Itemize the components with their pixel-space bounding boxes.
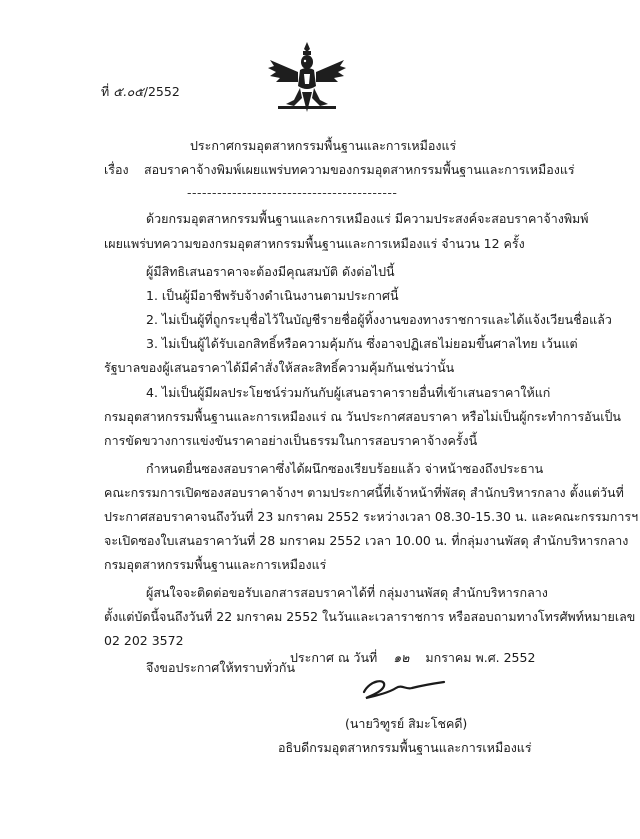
signatory-position: อธิบดีกรมอุตสาหกรรมพื้นฐานและการเหมืองแร่	[278, 740, 532, 755]
qualification-item: 4. ไม่เป็นผู้มีผลประโยชน์ร่วมกันกับผู้เสนอราคารายอื่นที่เข้าเสนอราคาให้แก่	[146, 385, 551, 400]
submission-line: ประกาศสอบราคาจนถึงวันที่ 23 มกราคม 2552 ระหว่างเวลา 08.30-15.30 น. และคณะกรรมการฯ	[104, 509, 639, 524]
subject-label: เรื่อง	[104, 162, 129, 177]
submission-line: กรมอุตสาหกรรมพื้นฐานและการเหมืองแร่	[104, 557, 327, 572]
qualification-item-continued: รัฐบาลของผู้เสนอราคาได้มีคำสั่งให้สละสิทธิ์ความคุ้มกันเช่นว่านั้น	[104, 360, 455, 375]
closing-line: จึงขอประกาศให้ทราบทั่วกัน	[146, 660, 295, 675]
qualification-item: 1. เป็นผู้มีอาชีพรับจ้างดำเนินงานตามประกาศนี้	[146, 288, 399, 303]
date-month-year: มกราคม พ.ศ. 2552	[425, 650, 536, 665]
subject-line	[104, 164, 575, 177]
signatory-name: (นายวิฑูรย์ สิมะโชคดี)	[345, 716, 468, 731]
qualifications-heading: ผู้มีสิทธิเสนอราคาจะต้องมีคุณสมบัติ ดังต่อไปนี้	[146, 264, 395, 279]
contact-line: ตั้งแต่บัดนี้จนถึงวันที่ 22 มกราคม 2552 ในวันและเวลาราชการ หรือสอบถามทางโทรศัพท์หมายเลข	[104, 609, 636, 624]
signature	[356, 668, 452, 704]
submission-line: จะเปิดซองใบเสนอราคาวันที่ 28 มกราคม 2552 เวลา 10.00 น. ที่กลุ่มงานพัสดุ สำนักบริหารกลาง	[104, 533, 629, 548]
announcement-date	[290, 652, 535, 665]
date-day-handwritten: ๑๒	[393, 650, 410, 665]
contact-line: ผู้สนใจจะติดต่อขอรับเอกสารสอบราคาได้ที่ กลุ่มงานพัสดุ สำนักบริหารกลาง	[146, 585, 548, 600]
subject-text: สอบราคาจ้างพิมพ์เผยแพร่บทความของกรมอุตสาหกรรมพื้นฐานและการเหมืองแร่	[143, 162, 575, 177]
garuda-emblem-icon	[264, 40, 350, 114]
intro-line: เผยแพร่บทความของกรมอุตสาหกรรมพื้นฐานและการเหมืองแร่ จำนวน 12 ครั้ง	[104, 236, 525, 251]
contact-line: 02 202 3572	[104, 633, 184, 648]
announcement-title: ประกาศกรมอุตสาหกรรมพื้นฐานและการเหมืองแร่	[190, 138, 457, 153]
doc-number-prefix: ที่	[101, 84, 110, 99]
submission-line: คณะกรรมการเปิดซองสอบราคาจ้างฯ ตามประกาศนี้ที่เจ้าหน้าที่พัสดุ สำนักบริหารกลาง ตั้งแต่วันที่	[104, 485, 624, 500]
doc-number-suffix: /2552	[143, 84, 180, 99]
intro-line: ด้วยกรมอุตสาหกรรมพื้นฐานและการเหมืองแร่ มีความประสงค์จะสอบราคาจ้างพิมพ์	[146, 211, 589, 226]
qualification-item: 3. ไม่เป็นผู้ได้รับเอกสิทธิ์หรือความคุ้มกัน ซึ่งอาจปฏิเสธไม่ยอมขึ้นศาลไทย เว้นแต่	[146, 336, 578, 351]
doc-number-handwritten: ๕.๐๕	[113, 84, 144, 99]
qualification-item-continued: การขัดขวางการแข่งขันราคาอย่างเป็นธรรมในการสอบราคาจ้างครั้งนี้	[104, 433, 478, 448]
date-prefix: ประกาศ ณ วันที่	[290, 650, 378, 665]
qualification-item-continued: กรมอุตสาหกรรมพื้นฐานและการเหมืองแร่ ณ วันประกาศสอบราคา หรือไม่เป็นผู้กระทำการอันเป็น	[104, 409, 621, 424]
document-number	[101, 86, 180, 99]
qualification-item: 2. ไม่เป็นผู้ที่ถูกระบุชื่อไว้ในบัญชีรายชื่อผู้ทิ้งงานของทางราชการและได้แจ้งเวียนชื่อแล้ว	[146, 312, 612, 327]
title-separator: ------------------------------------------	[187, 185, 398, 200]
submission-line: กำหนดยื่นซองสอบราคาซึ่งได้ผนึกซองเรียบร้อยแล้ว จ่าหน้าซองถึงประธาน	[146, 461, 544, 476]
